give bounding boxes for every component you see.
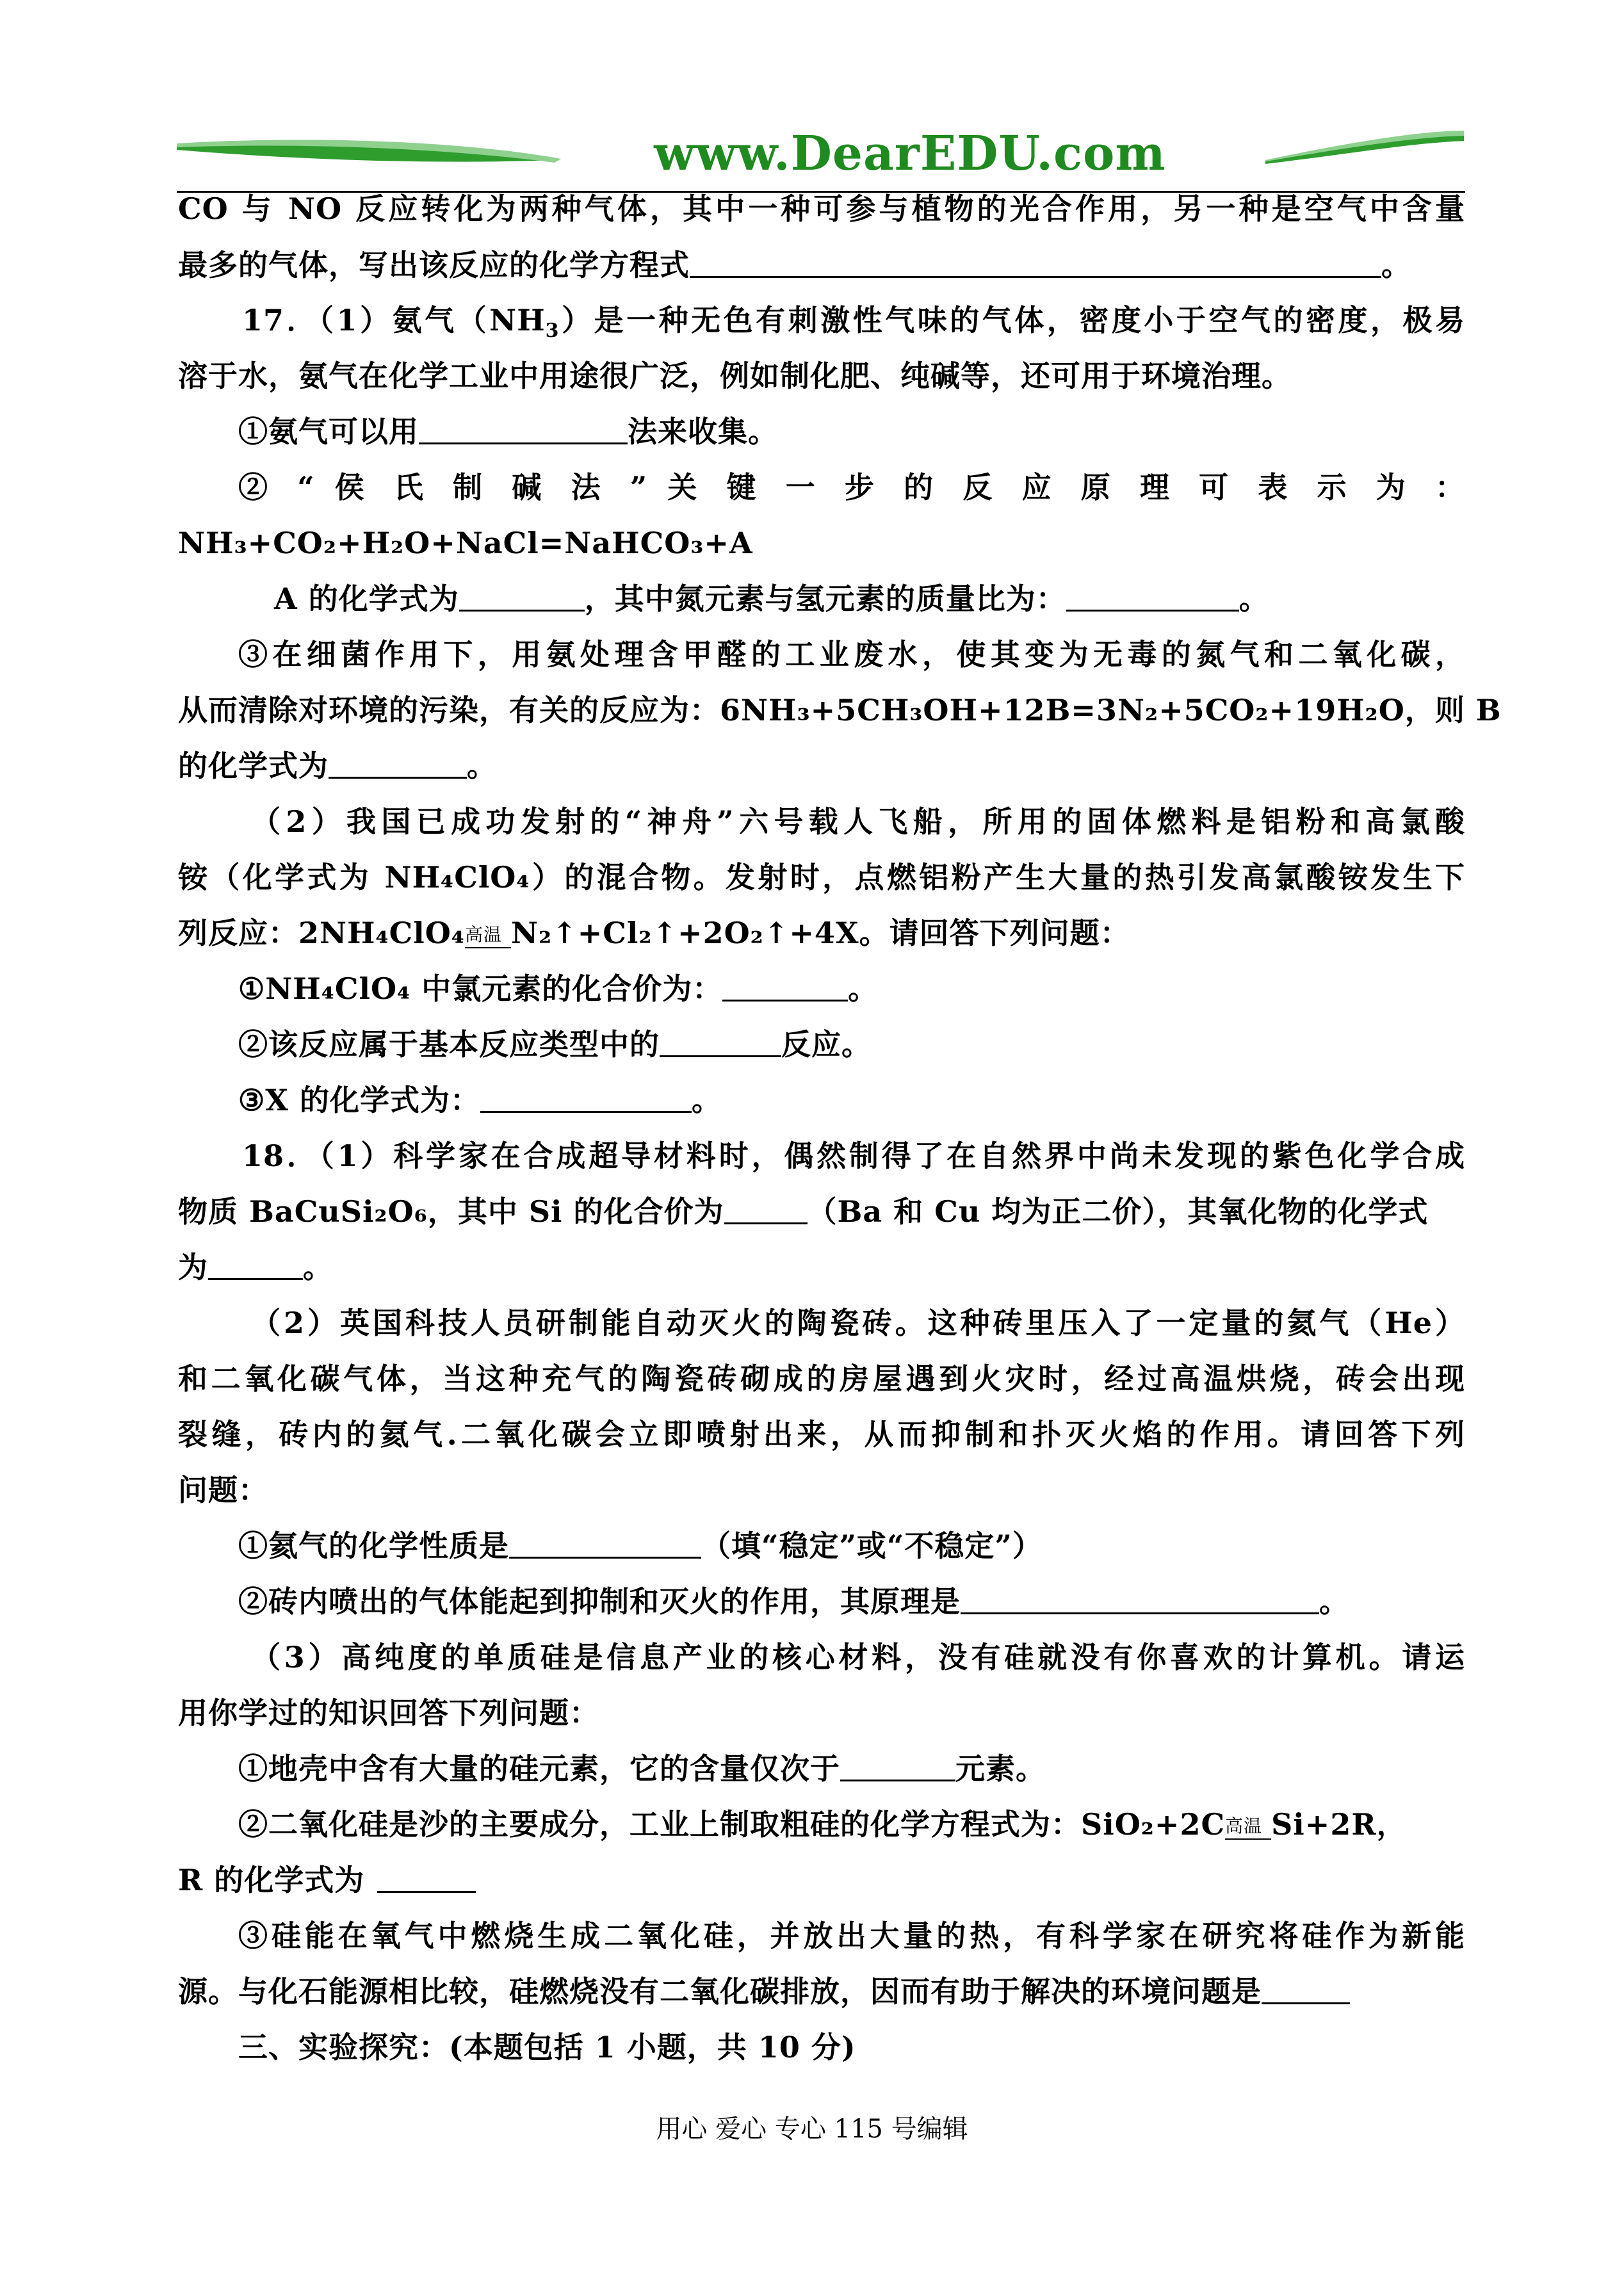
text-line: 从而清除对环境的污染，有关的反应为：6NH₃+5CH₃OH+12B=3N₂+5CO₂+19H₂O，则 B [178,693,1502,727]
text-line: ②该反应属于基本反应类型中的 反应。 [238,1027,872,1062]
brand-logo-text: www.DearEDU.com [654,126,1166,181]
text-line: 最多的气体，写出该反应的化学方程式 。 [178,248,1411,282]
text-line: 17．（1）氨气$(NH_3)$是一种无色有刺激性气味的气体，密度小于空气的密度，极易 [242,303,1466,342]
answer-blank[interactable] [329,751,467,779]
text-line: A 的化学式为 ，其中氮元素与氢元素的质量比为： 。 [274,581,1269,616]
text-line: 和二氧化碳气体，当这种充气的陶瓷砖砌成的房屋遇到火灾时，经过高温烘烧，砖会出现 [178,1361,1465,1396]
text-line: （3）高纯度的单质硅是信息产业的核心材料，没有硅就没有你喜欢的计算机。请运 [251,1640,1465,1675]
text-line: ②二氧化硅是沙的主要成分，工业上制取粗硅的化学方程式为：SiO₂+2C 高温 Si+2R， [238,1807,1407,1842]
answer-blank[interactable] [1066,584,1239,612]
answer-blank[interactable] [459,584,585,612]
text-line: R 的化学式为 [178,1857,1465,1903]
text-line: 源。与化石能源相比较，硅燃烧没有二氧化碳排放，因而有助于解决的环境问题是 [178,1968,1465,2015]
text-line: 用你学过的知识回答下列问题： [178,1696,599,1730]
text-line: ①氦气的化学性质是 （填“稳定”或“不稳定”） [238,1529,1043,1563]
section-heading: 三、实验探究：(本题包括 1 小题，共 10 分) [238,2030,856,2064]
text-line: ③X 的化学式为： 。 [238,1083,722,1117]
text-line: ②砖内喷出的气体能起到抑制和灭火的作用，其原理是 。 [238,1584,1349,1619]
answer-blank[interactable] [419,417,628,444]
text-line: 18．（1）科学家在合成超导材料时，偶然制得了在自然界中尚未发现的紫色化学合成 [242,1139,1465,1173]
text-line: ③硅能在氧气中燃烧生成二氧化硅，并放出大量的热，有科学家在研究将硅作为新能 [238,1918,1465,1953]
answer-blank[interactable] [724,1197,808,1224]
text-line: 物质 BaCuSi₂O₆，其中 Si 的化合价为 （Ba 和 Cu 均为正二价），其氧化物的化学式 [178,1194,1429,1229]
answer-blank[interactable] [1262,1977,1350,2004]
text-line: ①NH₄ClO₄ 中氯元素的化合价为： 。 [238,971,879,1006]
answer-blank[interactable] [480,1085,692,1113]
text-line: 溶于水，氨气在化学工业中用途很广泛，例如制化肥、纯碱等，还可用于环境治理。 [178,359,1292,393]
text-line: CO 与 NO 反应转化为两种气体，其中一种可参与植物的光合作用，另一种是空气中含量 [178,191,1465,226]
text-line: 的化学式为 。 [178,749,497,783]
answer-blank[interactable] [690,250,1381,278]
text-line: 列反应：2NH₄ClO₄ 高温 N₂↑+Cl₂↑+2O₂↑+4X。请回答下列问题： [178,916,1130,950]
answer-blank[interactable] [660,1030,781,1057]
text-line: ③在细菌作用下，用氨处理含甲醛的工业废水，使其变为无毒的氮气和二氧化碳， [238,637,1465,672]
text-line: （2）英国科技人员研制能自动灭火的陶瓷砖。这种砖里压入了一定量的氦气（He） [251,1306,1465,1340]
text-line: ①氨气可以用 法来收集。 [238,414,778,449]
answer-blank[interactable] [377,1865,476,1893]
answer-blank[interactable] [961,1587,1319,1614]
text-line: ② “ 侯 氏 制 碱 法 ” 关 键 一 步 的 反 应 原 理 可 表 示 为 ： [238,470,1465,505]
text-line: 裂缝，砖内的氦气.二氧化碳会立即喷射出来，从而抑制和扑灭火焰的作用。请回答下列 [178,1417,1465,1452]
text-line: NH₃+CO₂+H₂O+NaCl=NaHCO₃+A [178,526,753,560]
answer-blank[interactable] [208,1253,303,1280]
page-footer: 用心 爱心 专心 115 号编辑 [656,2114,968,2144]
answer-blank[interactable] [722,974,848,1002]
answer-blank[interactable] [509,1531,701,1559]
text-line: （2）我国已成功发射的“神舟”六号载人飞船，所用的固体燃料是铝粉和高氯酸 [251,804,1465,839]
answer-blank[interactable] [840,1754,955,1781]
text-line: 铵（化学式为 NH₄ClO₄）的混合物。发射时，点燃铝粉产生大量的热引发高氯酸铵发生下 [178,860,1465,895]
text-line: 问题： [178,1473,268,1507]
text-line: 为 。 [178,1250,333,1285]
text-line: ①地壳中含有大量的硅元素，它的含量仅次于 元素。 [238,1751,1046,1786]
